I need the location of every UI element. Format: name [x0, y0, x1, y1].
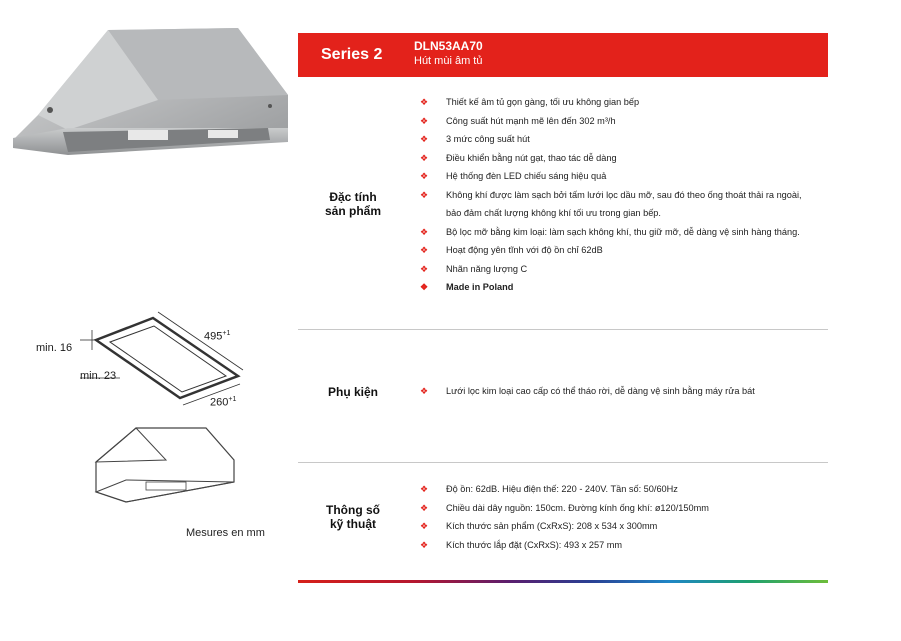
diamond-bullet-icon: ❖	[420, 189, 429, 200]
diamond-bullet-icon: ❖	[420, 134, 429, 144]
diamond-bullet-icon: ❖	[420, 97, 429, 107]
list-item: ❖ Không khí được làm sạch bởi tấm lưới lọc dầu mỡ, sau đó theo ống thoát thải ra ngoài, bảo đảm chất lượng không khí tối ưu trong gian bếp.	[418, 186, 818, 223]
list-item: ❖ Lưới lọc kim loại cao cấp có thể tháo rời, dễ dàng vệ sinh bằng máy rửa bát	[418, 382, 818, 401]
hood-outline-drawing	[86, 420, 236, 512]
list-item: ❖ Made in Poland	[418, 278, 818, 297]
list-item: ❖ Hệ thống đèn LED chiếu sáng hiệu quả	[418, 167, 818, 186]
diamond-bullet-icon: ❖	[420, 245, 429, 255]
features-section	[298, 77, 828, 329]
list-item: ❖ Hoạt động yên tĩnh với độ ồn chỉ 62dB	[418, 241, 818, 260]
header-bar	[298, 33, 828, 77]
list-item: ❖ Nhãn năng lượng C	[418, 260, 818, 279]
dim-min-16: min. 16	[36, 342, 73, 354]
accessories-title: Phụ kiện	[327, 385, 378, 399]
dim-260: $260^{+1}$	[210, 396, 237, 409]
list-item: ❖ 3 mức công suất hút	[418, 130, 818, 149]
list-item: ❖ Bộ lọc mỡ bằng kim loại: làm sạch không khí, thu giữ mỡ, dễ dàng vệ sinh hàng tháng.	[418, 223, 818, 242]
dim-min-23: min. 23	[80, 370, 117, 382]
diamond-bullet-icon: ❖	[420, 171, 429, 181]
accessories-list	[418, 382, 818, 401]
list-item: ❖ Chiều dài dây nguồn: 150cm. Đường kính ống khí: ø120/150mm	[418, 499, 818, 518]
list-item: ❖ Kích thước sản phẩm (CxRxS): 208 x 534 x 300mm	[418, 517, 818, 536]
diamond-bullet-icon: ❖	[420, 282, 429, 292]
color-gradient-bar	[298, 580, 828, 583]
series-label: Series 2	[321, 46, 383, 63]
accessories-section	[298, 330, 828, 462]
diamond-bullet-icon: ❖	[420, 484, 429, 494]
specs-list	[418, 480, 818, 554]
specs-section	[298, 463, 828, 578]
features-list	[418, 93, 818, 297]
diamond-bullet-icon: ❖	[420, 539, 429, 550]
list-item: ❖ Kích thước lắp đặt (CxRxS): 493 x 257 mm	[418, 536, 818, 555]
list-item: ❖ Độ ồn: 62dB. Hiệu điện thế: 220 - 240V. Tần số: 50/60Hz	[418, 480, 818, 499]
diamond-bullet-icon: ❖	[420, 386, 429, 396]
model-description: Hút mùi âm tủ	[414, 55, 483, 67]
dimension-drawing	[28, 300, 298, 430]
product-photo	[8, 20, 293, 160]
measures-caption: Mesures en mm	[186, 527, 265, 539]
model-code: DLN53AA70	[414, 39, 483, 53]
diamond-bullet-icon: ❖	[420, 115, 429, 126]
diamond-bullet-icon: ❖	[420, 502, 429, 513]
diamond-bullet-icon: ❖	[420, 263, 429, 274]
diamond-bullet-icon: ❖	[420, 152, 429, 163]
features-title: Đặc tính sản phẩm	[324, 190, 381, 218]
list-item: ❖ Thiết kế âm tủ gọn gàng, tối ưu không gian bếp	[418, 93, 818, 112]
list-item: ❖ Công suất hút mạnh mẽ lên đến 302 m³/h	[418, 112, 818, 131]
specs-title: Thông số kỹ thuật	[326, 503, 380, 531]
diamond-bullet-icon: ❖	[420, 521, 429, 531]
dim-495: $495^{+1}$	[204, 330, 231, 343]
left-column	[0, 0, 298, 641]
diamond-bullet-icon: ❖	[420, 226, 429, 237]
list-item: ❖ Điều khiển bằng nút gạt, thao tác dễ dàng	[418, 149, 818, 168]
